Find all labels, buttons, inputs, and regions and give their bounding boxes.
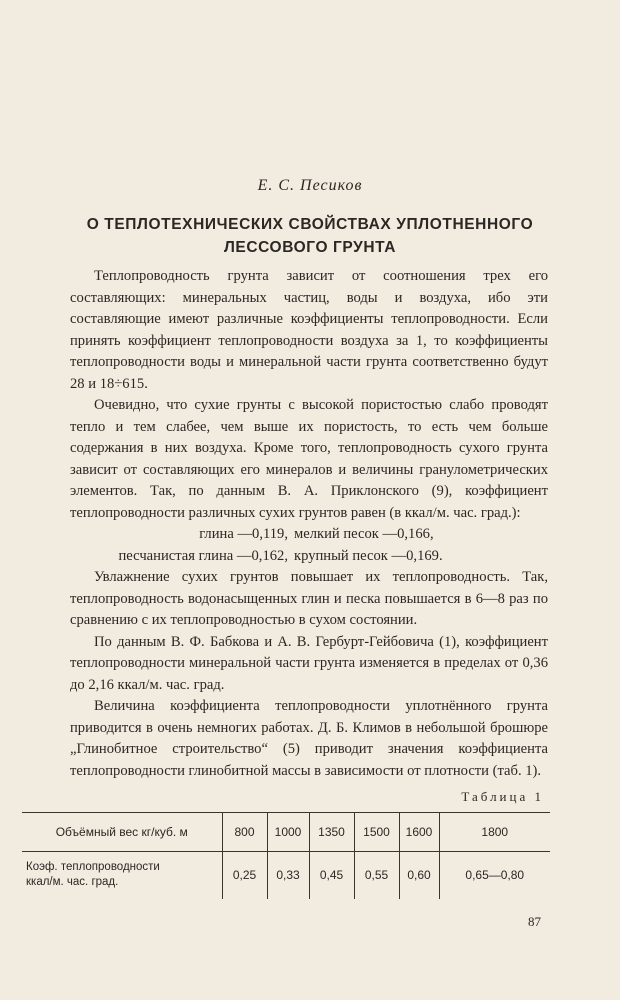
soil-value-sandy-clay: песчанистая глина —0,162,: [118, 547, 288, 564]
paragraph-1: Теплопроводность грунта зависит от соотношения трех его составляющих: минеральных частиц, воды и воздуха, ибо эти составляющие имеют различные коэффициенты теплопроводности. Если принять коэффициент теплопроводности воздуха за 1, то коэффициенты теплопроводности воды и минеральной части грунта соответственно будут 28 и 18÷615.: [70, 268, 548, 392]
title-line-2: ЛЕССОВОГО ГРУНТА: [223, 239, 397, 256]
article-body: [70, 266, 548, 782]
density-cell: 1500: [354, 813, 399, 851]
soil-value-fine-sand: мелкий песок —0,166,: [294, 526, 434, 542]
density-label: Объёмный вес кг/куб. м: [55, 825, 188, 839]
coefficient-label-line-2: ккал/м. час. град.: [26, 876, 119, 888]
table-row: [22, 851, 550, 899]
coefficient-cell: 0,55: [354, 851, 399, 899]
article-title: [0, 213, 620, 259]
coefficient-cell: 0,45: [309, 851, 354, 899]
author-name: Е. С. Песиков: [257, 177, 363, 194]
density-cell: 1800: [439, 813, 550, 851]
paragraph-3: Увлажнение сухих грунтов повышает их теплопроводность. Так, теплопроводность водонасыщенных глин и песка повышается в 6—8 раз по сравнению с их теплопроводностью в сухом состоянии.: [70, 569, 548, 628]
density-cell: 1350: [309, 813, 354, 851]
coefficient-cell: 0,60: [399, 851, 439, 899]
table-middle-rule: [22, 851, 550, 852]
density-cell: 1000: [267, 813, 309, 851]
coefficient-cell: 0,65—0,80: [439, 851, 550, 899]
paragraph-4: По данным В. Ф. Бабкова и А. В. Гербурт-Гейбовича (1), коэффициент теплопроводности минеральной части грунта изменяется в пределах от 0,36 до 2,16 ккал/м. час. град.: [70, 633, 548, 693]
soil-value-coarse-sand: крупный песок —0,169.: [294, 547, 443, 564]
data-table: [22, 813, 550, 899]
coefficient-label-line-1: Коэф. теплопроводности: [26, 861, 160, 873]
paragraph-5: Величина коэффициента теплопроводности уплотнённого грунта приводится в очень немногих работах. Д. Б. Климов в небольшой брошюре „Глинобитное строительство“ (5) приводит значения коэффициента теплопроводности глинобитной массы в зависимости от плотности (таб. 1).: [70, 698, 548, 779]
soil-value-clay: глина —0,119,: [199, 526, 288, 542]
coefficient-cell: 0,33: [267, 851, 309, 899]
title-line-1: О ТЕПЛОТЕХНИЧЕСКИХ СВОЙСТВАХ УПЛОТНЕННОГО: [86, 216, 534, 233]
coefficient-label: [22, 851, 222, 899]
soil-conductivity-list: [70, 524, 548, 567]
table-caption: Таблица 1: [461, 789, 544, 804]
page-number: 87: [528, 914, 541, 929]
table-row: [22, 813, 550, 851]
paragraph-2: Очевидно, что сухие грунты с высокой пористостью слабо проводят тепло и тем слабее, чем выше их пористость, то есть чем больше содержания в них воздуха. Кроме того, теплопроводность сухого грунта зависит от составляющих его минералов и величины гранулометрических элементов. Так, по данным В. А. Приклонского (9), коэффициент теплопроводности различных сухих грунтов равен (в ккал/м. час. град.):: [70, 397, 548, 521]
density-cell: 800: [222, 813, 267, 851]
density-cell: 1600: [399, 813, 439, 851]
coefficient-cell: 0,25: [222, 851, 267, 899]
